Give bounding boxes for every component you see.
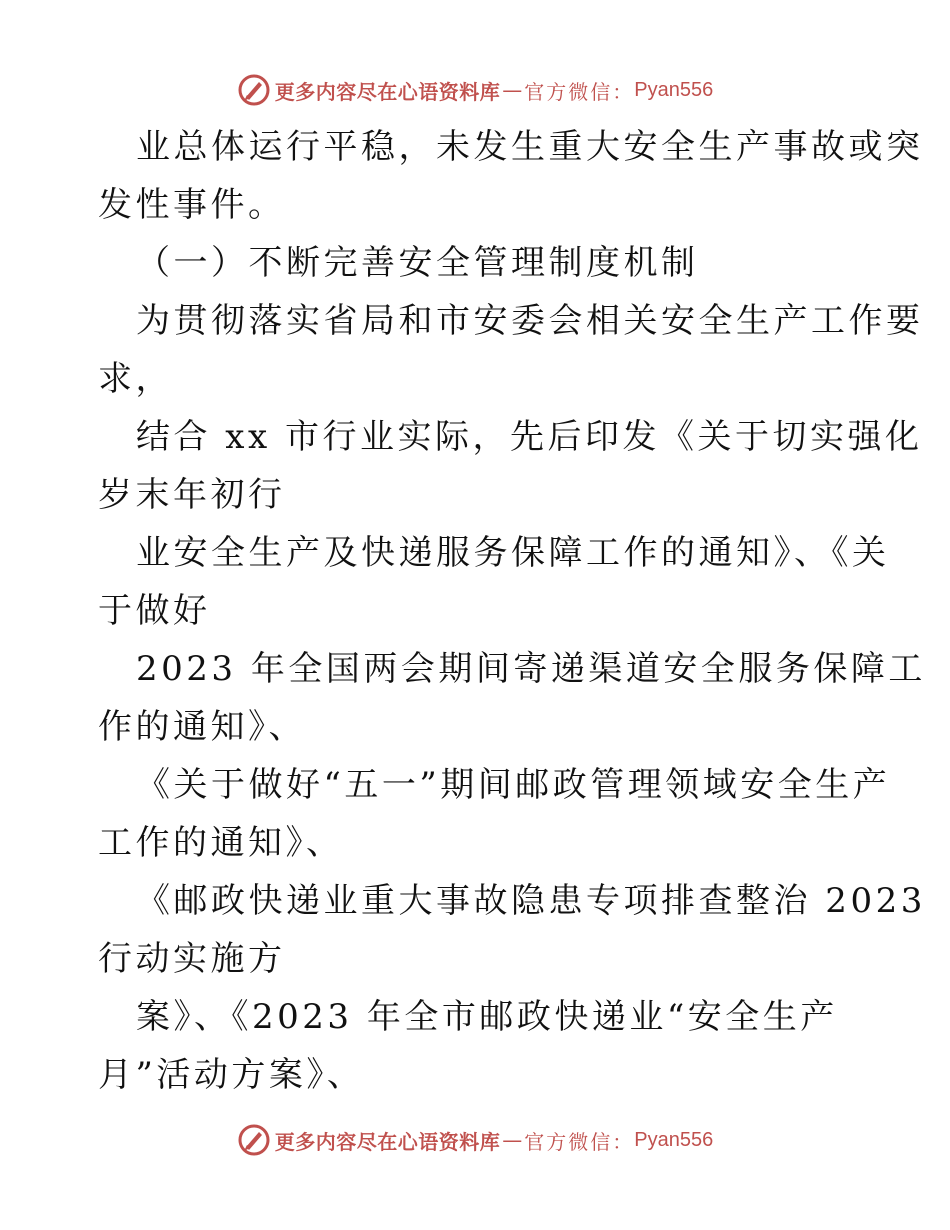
text-line: 岁末年初行	[98, 475, 286, 515]
text-line: 作的通知》、	[98, 707, 306, 747]
pen-logo-icon	[237, 1123, 271, 1157]
watermark-separator: —	[502, 78, 523, 102]
text-line: 《邮政快递业重大事故隐患专项排查整治 2023	[136, 881, 926, 921]
watermark-wechat-id: Pyan556	[634, 1128, 714, 1151]
text-line: 于做好	[98, 591, 211, 631]
pen-logo-icon	[237, 73, 271, 107]
text-line: 业安全生产及快递服务保障工作的通知》、《关	[136, 533, 890, 573]
watermark-wechat-id: Pyan556	[634, 78, 714, 101]
text-line: 行动实施方	[98, 939, 286, 979]
watermark-main-text: 更多内容尽在心语资料库	[274, 79, 501, 104]
text-line: 月”活动方案》、	[98, 1055, 365, 1095]
text-line: 2023 年全国两会期间寄递渠道安全服务保障工	[136, 649, 926, 689]
text-line: 为贯彻落实省局和市安委会相关安全生产工作要	[136, 301, 924, 341]
text-line: 《关于做好“五一”期间邮政管理领域安全生产	[136, 765, 891, 805]
text-line: 求，	[98, 359, 173, 399]
watermark-separator: —	[502, 1128, 523, 1152]
text-line: 结合 xx 市行业实际，先后印发《关于切实强化	[136, 417, 923, 457]
watermark-header	[0, 70, 950, 110]
watermark-wechat-label: 官方微信：	[524, 1129, 635, 1154]
watermark-footer	[0, 1120, 950, 1160]
section-heading: （一）不断完善安全管理制度机制	[136, 243, 699, 283]
text-line: 发性事件。	[98, 185, 286, 225]
document-body	[98, 118, 926, 1104]
text-line: 案》、《2023 年全市邮政快递业“安全生产	[136, 997, 838, 1037]
text-line: 业总体运行平稳，未发生重大安全生产事故或突	[136, 127, 924, 167]
text-line: 工作的通知》、	[98, 823, 344, 863]
watermark-wechat-label: 官方微信：	[524, 79, 635, 104]
watermark-main-text: 更多内容尽在心语资料库	[274, 1129, 501, 1154]
